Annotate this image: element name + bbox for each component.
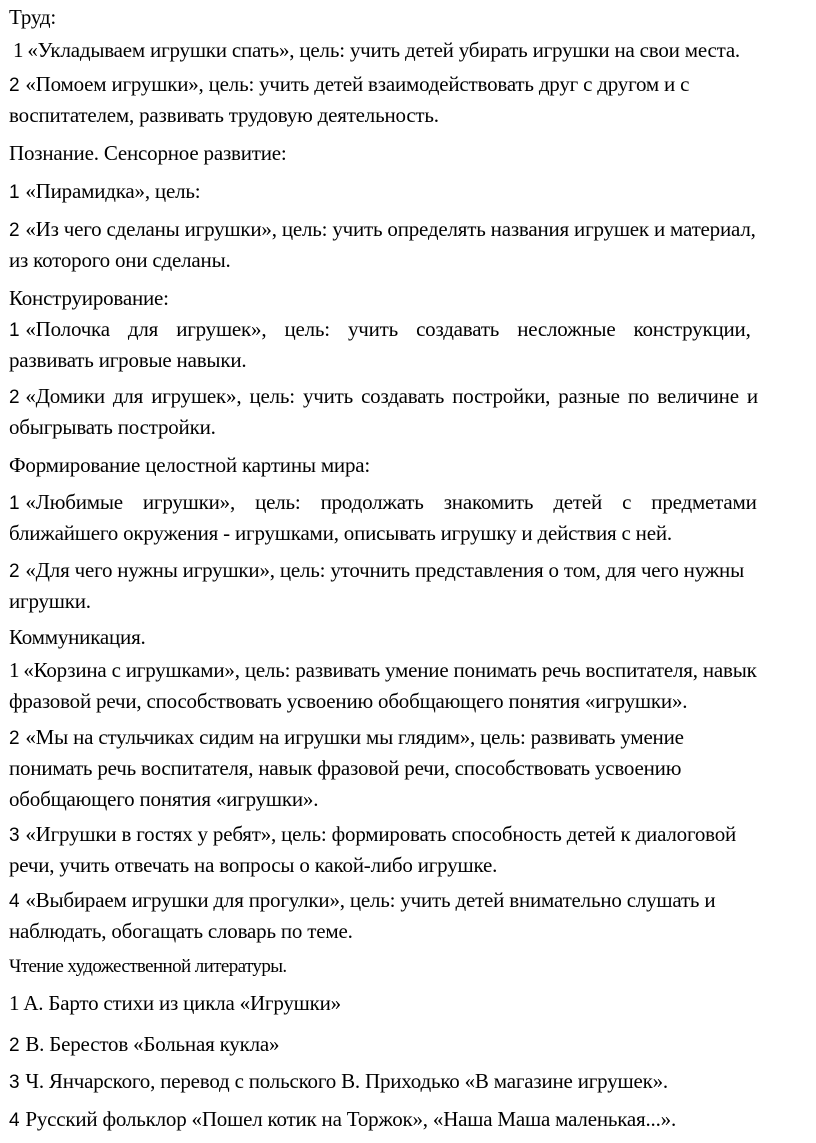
item-number: 1	[9, 991, 20, 1015]
item-text-continued: ближайшего окружения - игрушками, описывать игрушку и действия с ней.	[9, 521, 672, 545]
item-text: «Пирамидка», цель:	[25, 179, 201, 203]
item-text: Русский фольклор «Пошел котик на Торжок», «Наша Маша маленькая...».	[25, 1107, 676, 1131]
item-text: «Для чего нужны игрушки», цель: уточнить представления о том, для чего нужны	[25, 558, 744, 582]
item-text: «Любимые игрушки», цель: продолжать знакомить детей с предметами	[25, 490, 757, 514]
list-item	[9, 1106, 676, 1134]
item-text: А. Барто стихи из цикла «Игрушки»	[23, 991, 341, 1015]
list-item	[9, 216, 756, 244]
item-number: 2	[9, 75, 20, 96]
item-number: 3	[9, 1072, 20, 1093]
item-text: «Игрушки в гостях у ребят», цель: формировать способность детей к диалоговой	[25, 822, 737, 846]
item-text: «Мы на стульчиках сидим на игрушки мы глядим», цель: развивать умение	[25, 725, 684, 749]
section-heading-kartina: Формирование целостной картины мира:	[9, 453, 371, 477]
item-text: В. Берестов «Больная кукла»	[25, 1032, 280, 1056]
item-number: 3	[9, 825, 20, 846]
item-number: 2	[9, 387, 20, 408]
list-item	[9, 557, 744, 585]
item-number: 4	[9, 891, 20, 912]
item-number: 1	[13, 38, 24, 62]
section-heading-konstruirovanie: Конструирование:	[9, 286, 169, 310]
item-text: Ч. Янчарского, перевод с польского В. Приходько «В магазине игрушек».	[25, 1069, 668, 1093]
item-number: 2	[9, 728, 20, 749]
item-text-continued: игрушки.	[9, 589, 91, 613]
item-text: «Корзина с игрушками», цель: развивать умение понимать речь воспитателя, навык	[23, 658, 757, 682]
section-heading-trud: Труд:	[9, 5, 56, 29]
item-number: 2	[9, 561, 20, 582]
item-text-continued: фразовой речи, способствовать усвоению обобщающего понятия «игрушки».	[9, 689, 688, 713]
item-number: 1	[9, 493, 20, 514]
item-number: 1	[9, 320, 20, 341]
item-number: 1	[9, 658, 20, 682]
list-item	[13, 37, 740, 63]
item-text-continued: понимать речь воспитателя, навык фразовой речи, способствовать усвоению	[9, 756, 682, 780]
section-heading-kommunikaciya: Коммуникация.	[9, 625, 146, 649]
item-number: 2	[9, 1035, 20, 1056]
item-text-continued: обобщающего понятия «игрушки».	[9, 787, 319, 811]
item-text: «Укладываем игрушки спать», цель: учить детей убирать игрушки на свои места.	[27, 38, 740, 62]
item-text: «Выбираем игрушки для прогулки», цель: учить детей внимательно слушать и	[25, 888, 716, 912]
list-item	[9, 178, 200, 206]
list-item	[9, 821, 736, 849]
item-text-continued: воспитателем, развивать трудовую деятельность.	[9, 103, 439, 127]
list-item	[9, 724, 684, 752]
item-text: «Помоем игрушки», цель: учить детей взаимодействовать друг с другом и с	[25, 72, 690, 96]
list-item	[9, 489, 757, 517]
item-text: «Из чего сделаны игрушки», цель: учить определять названия игрушек и материал,	[25, 217, 756, 241]
list-item	[9, 383, 758, 411]
item-text-continued: обыгрывать постройки.	[9, 415, 216, 439]
item-number: 4	[9, 1110, 20, 1131]
section-heading-chtenie: Чтение художественной литературы.	[9, 956, 287, 977]
item-number: 2	[9, 220, 20, 241]
item-text-continued: наблюдать, обогащать словарь по теме.	[9, 919, 353, 943]
list-item	[9, 1031, 279, 1059]
section-heading-poznanie: Познание. Сенсорное развитие:	[9, 141, 287, 165]
item-text-continued: из которого они сделаны.	[9, 248, 231, 272]
item-text: «Домики для игрушек», цель: учить создавать постройки, разные по величине и	[25, 384, 758, 408]
item-text: «Полочка для игрушек», цель: учить создавать несложные конструкции,	[25, 317, 751, 341]
list-item	[9, 990, 341, 1016]
list-item	[9, 657, 757, 683]
item-text-continued: развивать игровые навыки.	[9, 348, 247, 372]
list-item	[9, 1068, 668, 1096]
list-item	[9, 71, 689, 99]
list-item	[9, 887, 715, 915]
item-number: 1	[9, 182, 20, 203]
list-item	[9, 316, 751, 344]
item-text-continued: речи, учить отвечать на вопросы о какой-либо игрушке.	[9, 853, 498, 877]
